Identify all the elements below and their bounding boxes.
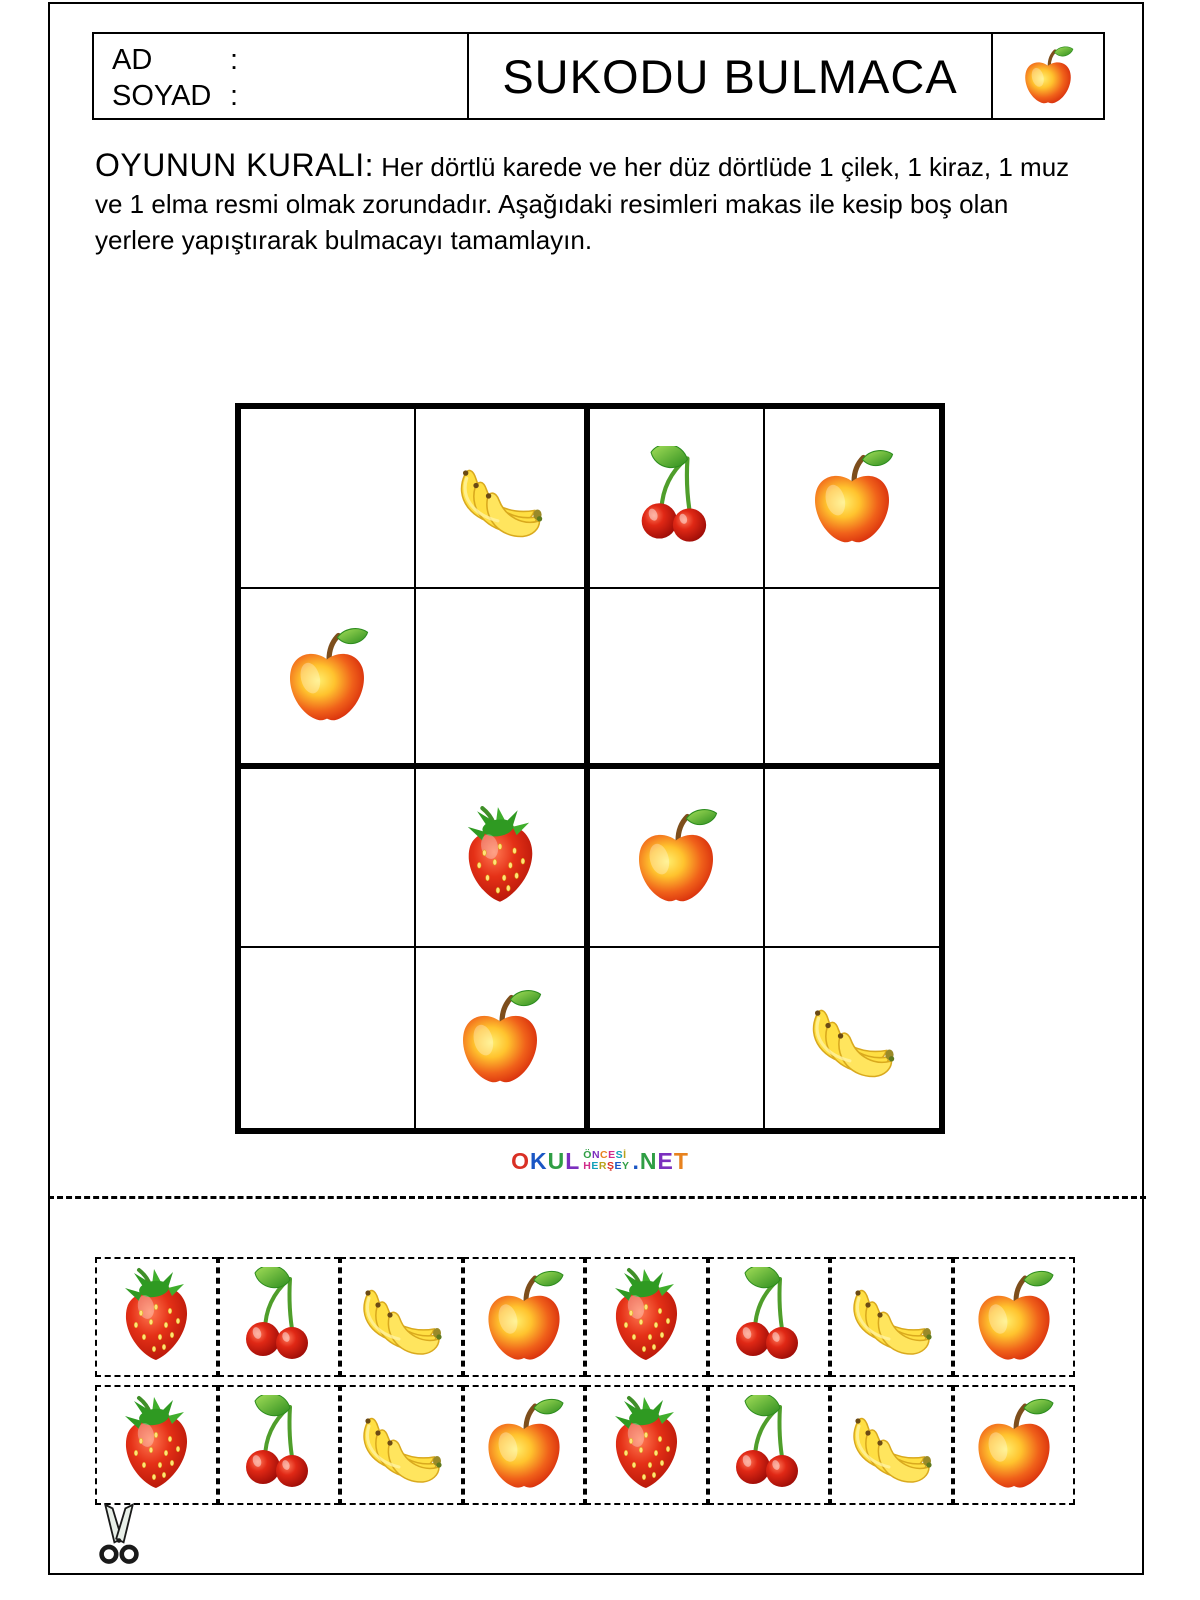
cutout-tile-strawberry[interactable] — [95, 1257, 218, 1377]
sudoku-cell-empty[interactable] — [590, 589, 765, 769]
logo-letter: E — [614, 1160, 622, 1172]
apple-icon — [474, 1395, 574, 1495]
sudoku-cell-apple[interactable] — [416, 948, 591, 1128]
cutout-tile-cherry[interactable] — [218, 1257, 341, 1377]
apple-icon — [800, 446, 904, 550]
sudoku-cell-banana[interactable] — [416, 409, 591, 589]
logo-letter: İ — [623, 1148, 627, 1161]
banana-icon — [448, 446, 552, 550]
strawberry-icon — [596, 1395, 696, 1495]
sudoku-cell-apple[interactable] — [241, 589, 416, 769]
apple-icon — [275, 624, 379, 728]
cutout-tile-strawberry[interactable] — [585, 1257, 708, 1377]
sudoku-cell-banana[interactable] — [765, 948, 940, 1128]
cutout-tile-banana[interactable] — [340, 1385, 463, 1505]
logo-letter: E — [591, 1160, 599, 1172]
logo-letter: O — [511, 1147, 530, 1174]
cherry-icon — [719, 1395, 819, 1495]
logo-word-net — [633, 1148, 689, 1175]
logo-letter: Ö — [583, 1148, 592, 1161]
logo-letter: S — [615, 1148, 624, 1161]
rules-label: OYUNUN KURALI: — [95, 147, 375, 183]
logo-word-hersey — [583, 1161, 629, 1172]
name-surname-box — [92, 32, 469, 120]
cherry-icon — [624, 446, 728, 550]
logo-stack — [583, 1150, 629, 1172]
logo-letter: N — [591, 1148, 601, 1161]
apple-icon — [964, 1395, 1064, 1495]
cutout-tile-cherry[interactable] — [708, 1257, 831, 1377]
rules-line-2: ve 1 elma resmi olmak zorundadır. Aşağıdaki resimleri makas ile kesip boş olan — [95, 189, 1009, 220]
logo-letter: . — [632, 1147, 640, 1174]
name-colon: : — [230, 44, 239, 76]
cutout-tile-apple[interactable] — [953, 1257, 1076, 1377]
cutout-tile-strawberry[interactable] — [95, 1385, 218, 1505]
rules-line-1 — [95, 143, 1095, 187]
banana-icon — [351, 1267, 451, 1367]
site-logo — [0, 1142, 1200, 1180]
sudoku-cell-apple[interactable] — [765, 409, 940, 589]
page-title: SUKODU BULMACA — [469, 32, 993, 120]
logo-letter: Ş — [606, 1160, 615, 1172]
header — [92, 32, 1105, 120]
logo-letter: L — [565, 1147, 581, 1174]
sudoku-cell-cherry[interactable] — [590, 409, 765, 589]
logo-word-okul — [511, 1148, 580, 1175]
cutout-tile-cherry[interactable] — [708, 1385, 831, 1505]
logo-letter: R — [598, 1160, 607, 1172]
apple-icon — [624, 805, 728, 909]
cutout-tile-banana[interactable] — [830, 1257, 953, 1377]
strawberry-icon — [596, 1267, 696, 1367]
apple-icon — [964, 1267, 1064, 1367]
name-label: AD — [112, 44, 153, 76]
sudoku-cell-strawberry[interactable] — [416, 769, 591, 949]
rules — [95, 143, 1095, 259]
sudoku-cell-empty[interactable] — [241, 948, 416, 1128]
cherry-icon — [719, 1267, 819, 1367]
surname-row — [112, 78, 467, 114]
sudoku-cell-apple[interactable] — [590, 769, 765, 949]
rules-line-1-text: Her dörtlü karede ve her düz dörtlüde 1 çilek, 1 kiraz, 1 muz — [374, 152, 1070, 182]
surname-colon: : — [230, 80, 239, 113]
apple-icon — [1016, 44, 1080, 108]
surname-label: SOYAD — [112, 80, 212, 113]
banana-icon — [841, 1267, 941, 1367]
cutout-tile-apple[interactable] — [463, 1385, 586, 1505]
cutout-tile-apple[interactable] — [463, 1257, 586, 1377]
logo-letter: E — [657, 1147, 674, 1174]
strawberry-icon — [106, 1395, 206, 1495]
rules-line-3: yerlere yapıştırarak bulmacayı tamamlayın. — [95, 225, 593, 256]
sudoku-cell-empty[interactable] — [765, 589, 940, 769]
banana-icon — [351, 1395, 451, 1495]
name-input-area[interactable] — [238, 42, 467, 78]
cherry-icon — [229, 1267, 329, 1367]
surname-input-area[interactable] — [238, 78, 467, 114]
strawberry-icon — [106, 1267, 206, 1367]
sudoku-cell-empty[interactable] — [241, 769, 416, 949]
scissors-icon — [90, 1502, 148, 1568]
logo-letter: T — [673, 1147, 689, 1174]
sudoku-grid — [235, 403, 945, 1134]
banana-icon — [800, 986, 904, 1090]
sudoku-cell-empty[interactable] — [416, 589, 591, 769]
banana-icon — [841, 1395, 941, 1495]
sudoku-cell-empty[interactable] — [765, 769, 940, 949]
name-row — [112, 42, 467, 78]
cutout-tiles — [95, 1257, 1075, 1505]
cutout-tile-banana[interactable] — [830, 1385, 953, 1505]
apple-icon — [474, 1267, 574, 1367]
cutout-tile-apple[interactable] — [953, 1385, 1076, 1505]
sudoku-cell-empty[interactable] — [241, 409, 416, 589]
cutout-tile-banana[interactable] — [340, 1257, 463, 1377]
logo-letter: Y — [622, 1160, 630, 1172]
cutout-tile-cherry[interactable] — [218, 1385, 341, 1505]
cut-line — [48, 1196, 1146, 1199]
logo-letter: H — [583, 1160, 592, 1172]
strawberry-icon — [448, 805, 552, 909]
header-apple-box — [993, 32, 1105, 120]
logo-letter: N — [639, 1147, 658, 1174]
sudoku-cell-empty[interactable] — [590, 948, 765, 1128]
logo-letter: U — [547, 1147, 566, 1174]
logo-letter: C — [600, 1148, 609, 1161]
cherry-icon — [229, 1395, 329, 1495]
apple-icon — [448, 986, 552, 1090]
cutout-tile-strawberry[interactable] — [585, 1385, 708, 1505]
logo-letter: K — [529, 1147, 548, 1174]
logo-letter: E — [608, 1148, 616, 1161]
